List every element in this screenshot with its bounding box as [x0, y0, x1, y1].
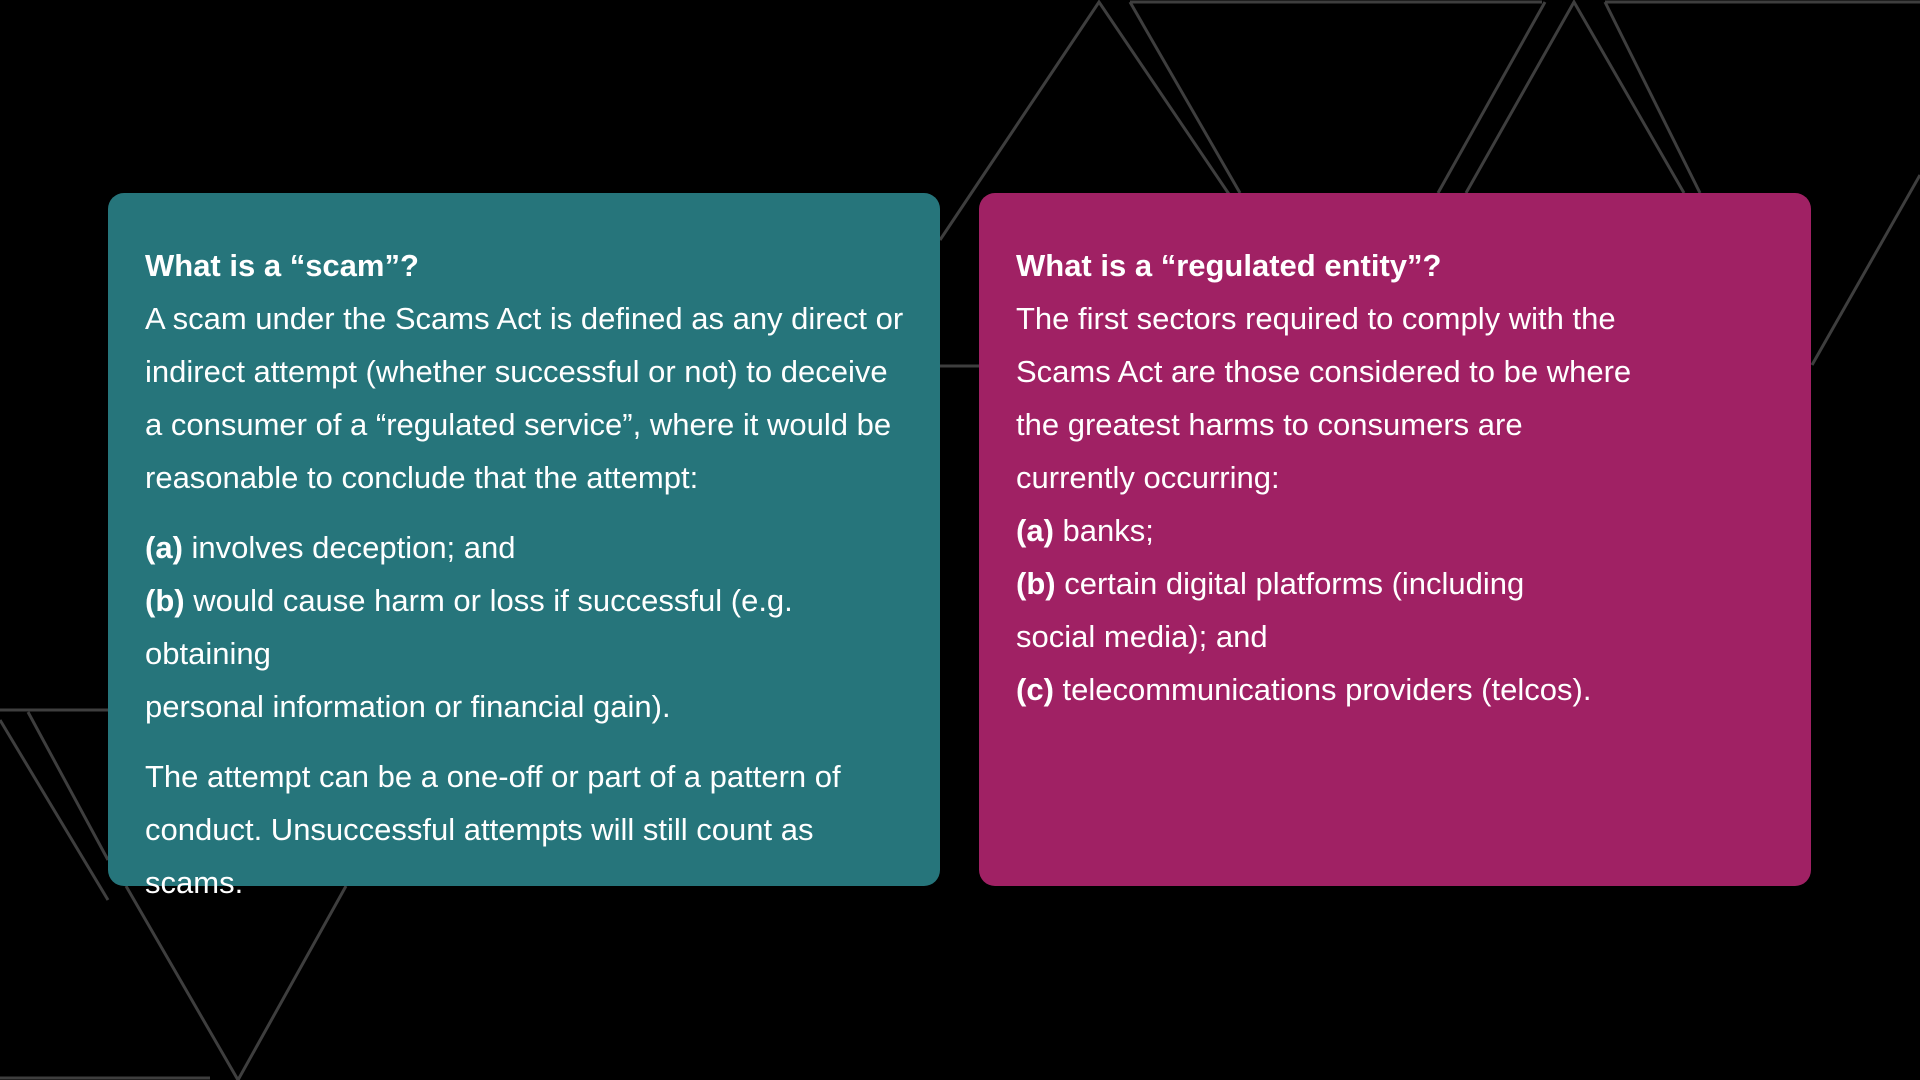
sector-c [1016, 663, 1775, 716]
entity-intro-line: currently occurring: [1016, 460, 1280, 495]
criterion-b-label: (b) [145, 583, 185, 618]
scam-criterion-b-continued: personal information or financial gain). [145, 689, 671, 724]
entity-intro-line: Scams Act are those considered to be where [1016, 354, 1632, 389]
scam-intro-line: a consumer of a “regulated service”, where it would be [145, 407, 892, 442]
criterion-a-text: involves deception; and [182, 530, 516, 565]
scam-definition-title: What is a “scam”? [145, 248, 419, 283]
sector-c-label: (c) [1016, 672, 1054, 707]
sector-a-label: (a) [1016, 513, 1054, 548]
criterion-a-label: (a) [145, 530, 183, 565]
sector-b-label: (b) [1016, 566, 1056, 601]
sector-b-text: certain digital platforms (including [1055, 566, 1525, 601]
sector-b-continued: social media); and [1016, 619, 1268, 654]
scam-outro-line: The attempt can be a one-off or part of a pattern of [145, 759, 841, 794]
sector-b [1016, 557, 1775, 610]
sector-a [1016, 504, 1775, 557]
entity-intro-line: the greatest harms to consumers are [1016, 407, 1523, 442]
criterion-b-text: would cause harm or loss if successful (e.g. obtaining [145, 583, 793, 671]
scam-criterion-a [145, 521, 904, 574]
scam-criterion-b [145, 574, 904, 680]
sector-a-text: banks; [1053, 513, 1154, 548]
scam-definition-card [108, 193, 940, 900]
scam-intro-line: indirect attempt (whether successful or not) to deceive [145, 354, 888, 389]
regulated-entity-card [979, 193, 1811, 886]
scam-intro-line: reasonable to conclude that the attempt: [145, 460, 699, 495]
regulated-entity-title: What is a “regulated entity”? [1016, 248, 1442, 283]
entity-intro-line: The first sectors required to comply with the [1016, 301, 1616, 336]
sector-c-text: telecommunications providers (telcos). [1053, 672, 1592, 707]
scam-intro-line: A scam under the Scams Act is defined as any direct or [145, 301, 904, 336]
scam-outro-line: conduct. Unsuccessful attempts will still count as scams. [145, 812, 814, 900]
